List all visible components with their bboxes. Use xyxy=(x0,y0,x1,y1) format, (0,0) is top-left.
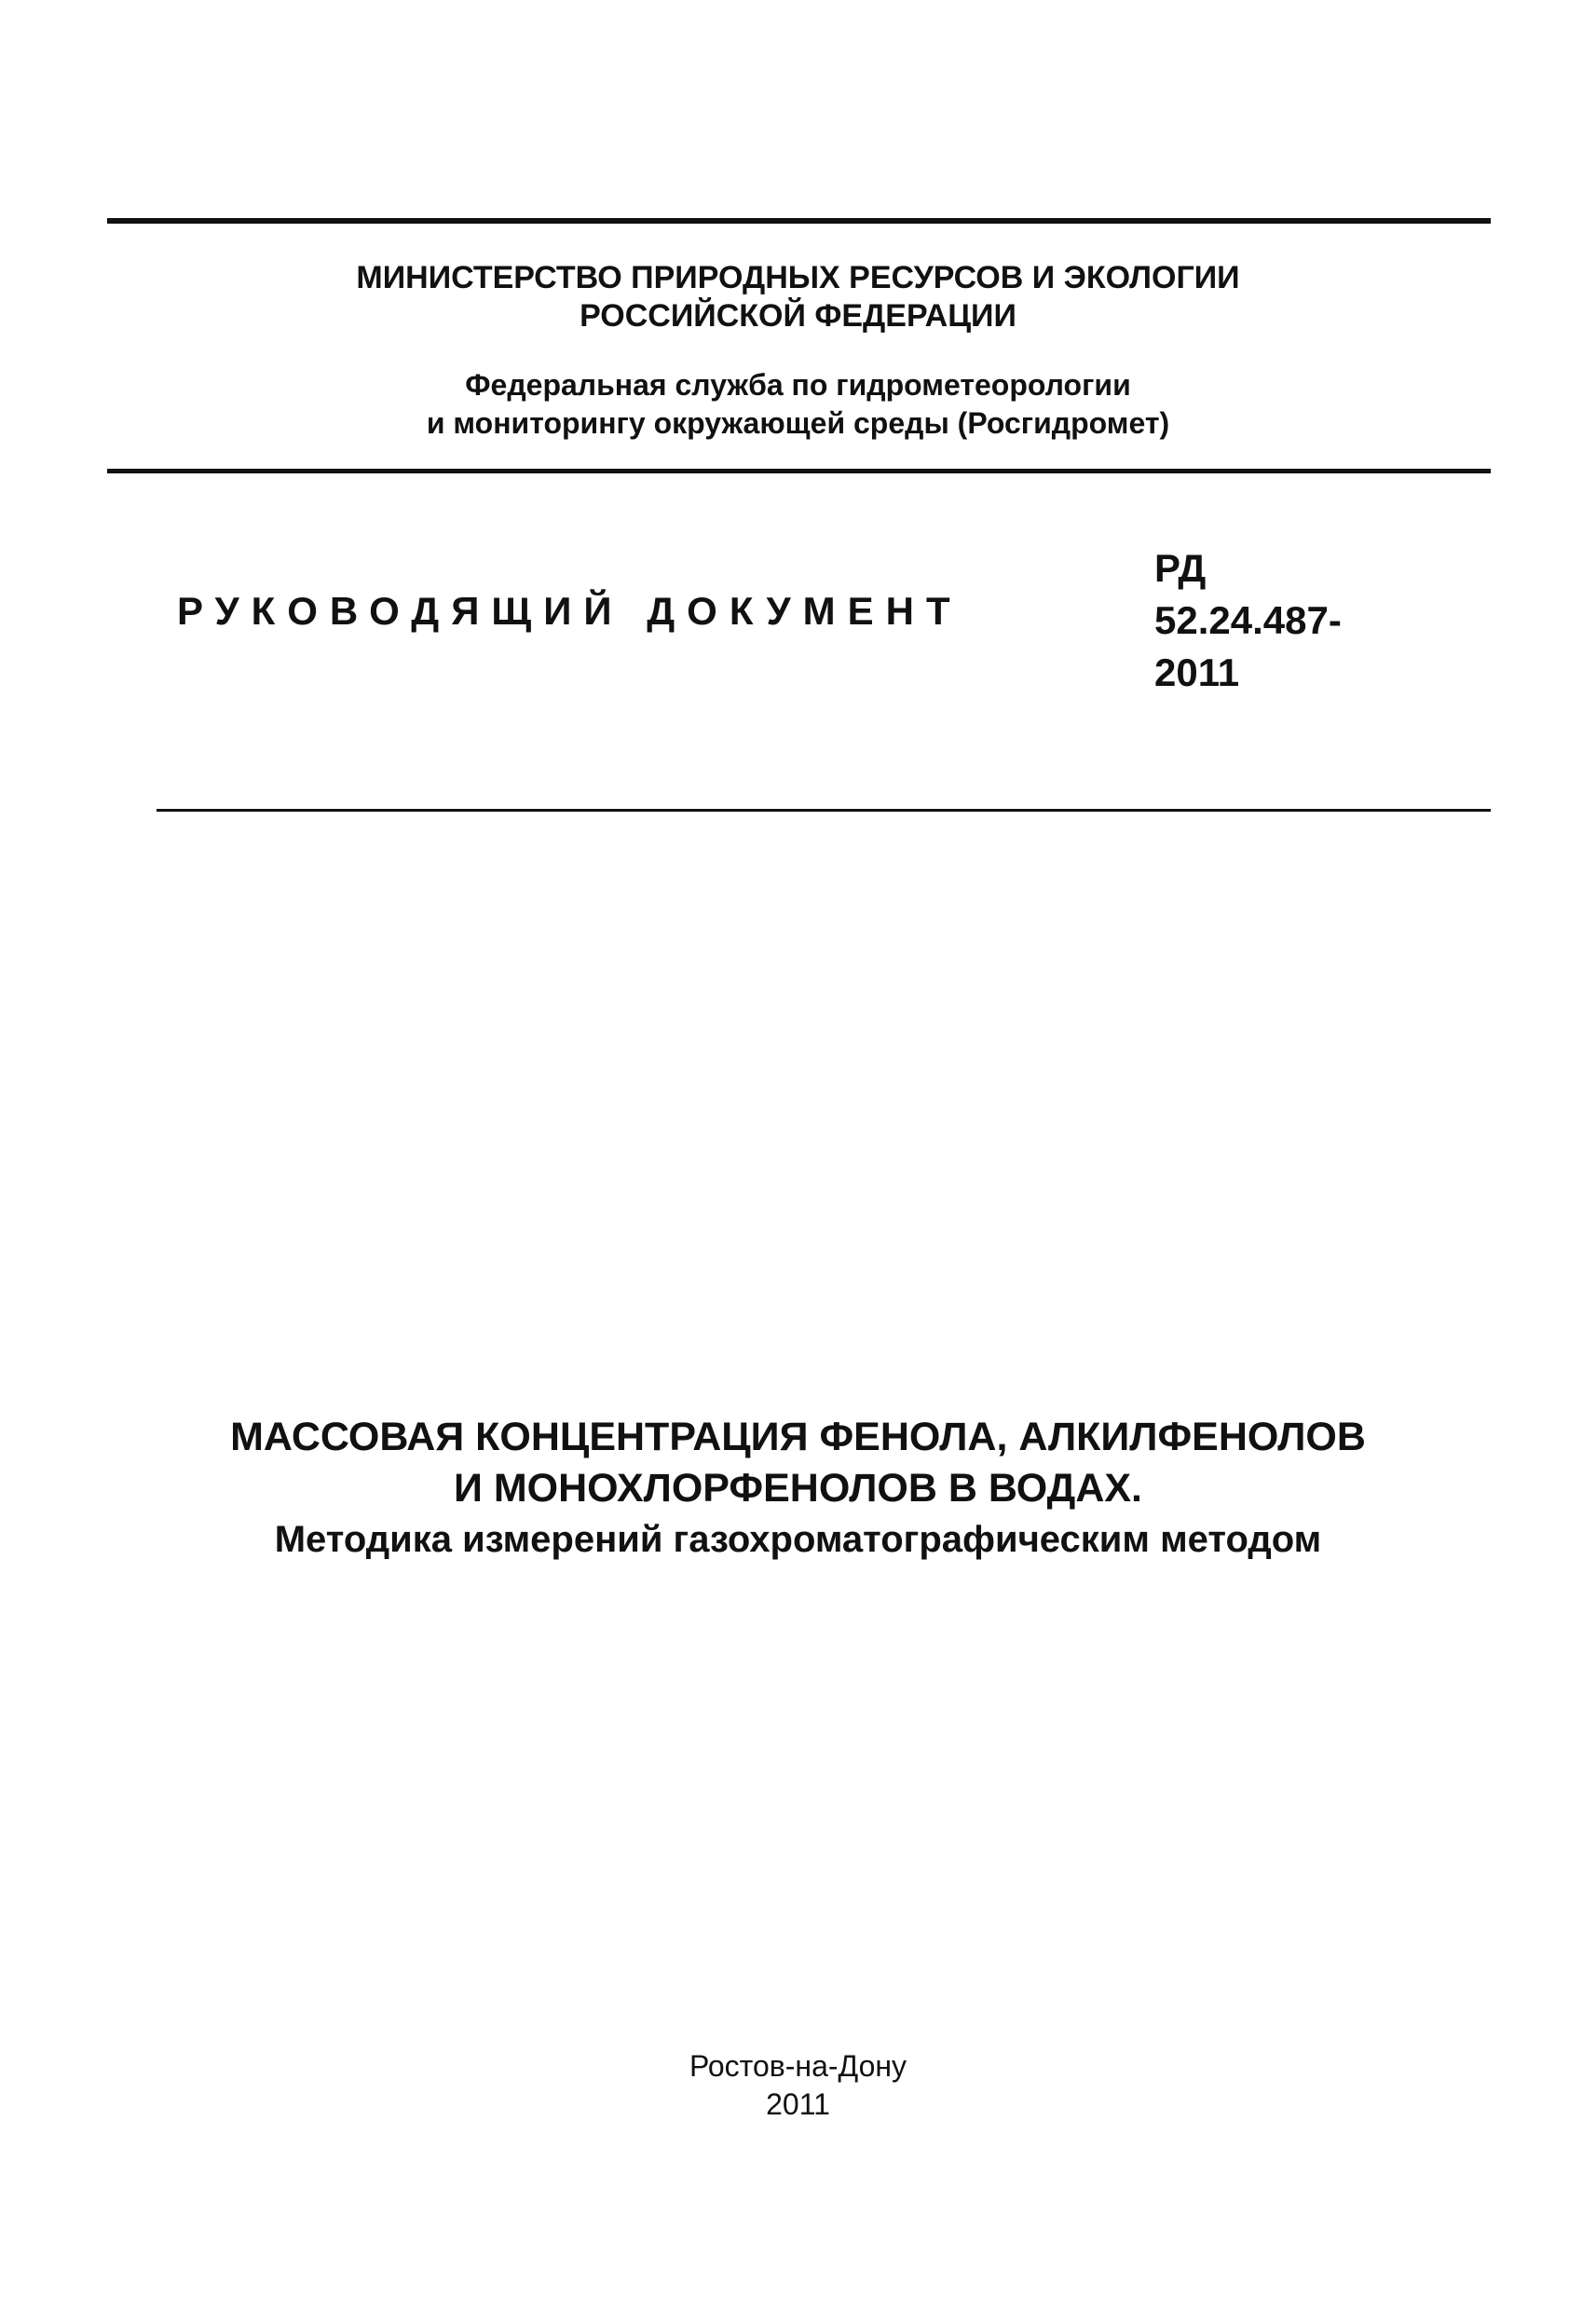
document-number-line-1: РД xyxy=(1154,546,1207,590)
service-line-1: Федеральная служба по гидрометеорологии xyxy=(465,368,1131,402)
publication-info xyxy=(0,2047,1596,2124)
ministry-heading xyxy=(0,259,1596,335)
document-number xyxy=(1154,542,1342,699)
document-number-line-2: 52.24.487- xyxy=(1154,598,1342,642)
document-number-line-3: 2011 xyxy=(1154,650,1240,694)
middle-rule xyxy=(107,469,1491,473)
title-line-1: МАССОВАЯ КОНЦЕНТРАЦИЯ ФЕНОЛА, АЛКИЛФЕНОЛОВ xyxy=(230,1415,1366,1459)
lower-rule xyxy=(157,809,1491,812)
service-line-2: и мониторингу окружающей среды (Росгидромет) xyxy=(426,406,1170,440)
title-line-2: И МОНОХЛОРФЕНОЛОВ В ВОДАХ. xyxy=(454,1466,1142,1511)
document-title xyxy=(0,1412,1596,1566)
top-rule xyxy=(107,218,1491,224)
document-type: РУКОВОДЯЩИЙ ДОКУМЕНТ xyxy=(177,589,962,633)
publication-year: 2011 xyxy=(766,2087,830,2121)
title-subtitle: Методика измерений газохроматографическим методом xyxy=(274,1519,1322,1560)
ministry-line-1: МИНИСТЕРСТВО ПРИРОДНЫХ РЕСУРСОВ И ЭКОЛОГИИ xyxy=(356,260,1240,295)
ministry-line-2: РОССИЙСКОЙ ФЕДЕРАЦИИ xyxy=(580,298,1016,334)
publication-city: Ростов-на-Дону xyxy=(689,2049,907,2083)
service-heading xyxy=(0,366,1596,443)
